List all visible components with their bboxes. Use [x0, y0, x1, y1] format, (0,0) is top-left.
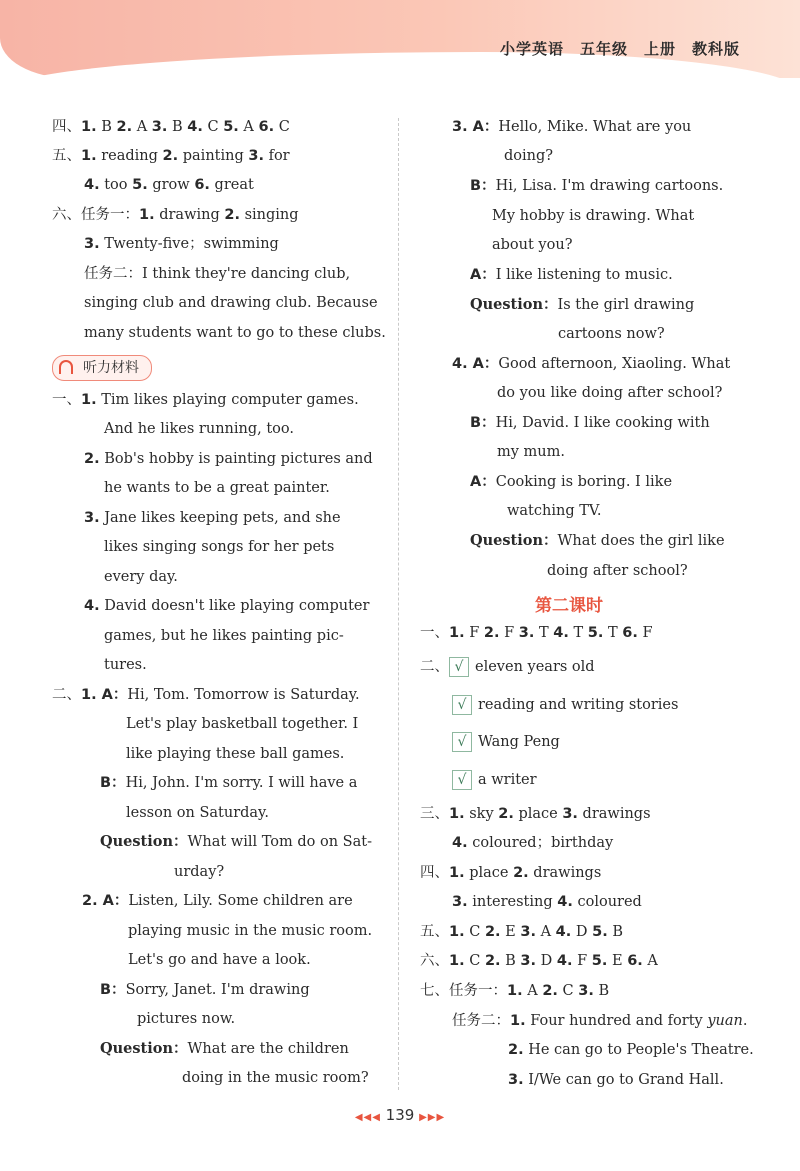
dialogue-line: 4. A：Good afternoon, Xiaoling. What — [452, 356, 731, 372]
check-icon: √ — [452, 732, 472, 752]
dialogue-line: Let's go and have a look. — [128, 952, 311, 968]
question-line: Question：What are the children — [100, 1040, 349, 1057]
answer-line: 六、1. C 2. B 3. D 4. F 5. E 6. A — [420, 953, 658, 969]
dialogue-line: My hobby is drawing. What — [492, 208, 695, 224]
answer-line: 任务二：1. Four hundred and forty yuan. — [452, 1013, 748, 1029]
script-line: games, but he likes painting pic- — [104, 628, 344, 644]
answer-line: 七、任务一：1. A 2. C 3. B — [420, 983, 610, 999]
script-line: he wants to be a great painter. — [104, 480, 330, 496]
header-title: 小学英语 五年级 上册 教科版 — [499, 40, 740, 58]
lesson-title: 第二课时 — [535, 596, 603, 616]
page-number-label: 139 — [385, 1106, 415, 1124]
question-line: cartoons now? — [558, 326, 665, 342]
script-line: 3. Jane likes keeping pets, and she — [84, 510, 341, 526]
answer-line: singing club and drawing club. Because — [84, 295, 378, 311]
check-icon: √ — [449, 657, 469, 677]
answer-line: 3. interesting 4. coloured — [452, 894, 642, 910]
answer-line: √ Wang Peng — [452, 732, 560, 752]
answer-line: 4. coloured；birthday — [452, 835, 614, 851]
script-line: And he likes running, too. — [104, 421, 294, 437]
answer-line: 六、任务一：1. drawing 2. singing — [52, 207, 299, 223]
dialogue-line: A：I like listening to music. — [470, 267, 673, 283]
answer-line: 2. He can go to People's Theatre. — [508, 1042, 754, 1058]
dialogue-line: lesson on Saturday. — [126, 805, 269, 821]
headphone-icon — [59, 360, 73, 374]
check-icon: √ — [452, 770, 472, 790]
question-line: urday? — [174, 864, 225, 880]
badge-label: 听力材料 — [83, 360, 139, 376]
answer-line: 任务二：I think they're dancing club, — [84, 266, 351, 282]
check-icon: √ — [452, 695, 472, 715]
listening-material-badge — [52, 355, 152, 381]
answer-line: 3. I/We can go to Grand Hall. — [508, 1072, 724, 1088]
answer-line: 四、1. place 2. drawings — [420, 865, 602, 881]
answer-line: 三、1. sky 2. place 3. drawings — [420, 806, 651, 822]
answer-line: 一、1. F 2. F 3. T 4. T 5. T 6. F — [420, 625, 653, 641]
answer-line: 4. too 5. grow 6. great — [84, 177, 254, 193]
answer-line: 四、1. B 2. A 3. B 4. C 5. A 6. C — [52, 119, 290, 135]
dialogue-line: pictures now. — [137, 1011, 236, 1027]
dialogue-line: about you? — [492, 237, 573, 253]
dialogue-line: playing music in the music room. — [128, 923, 373, 939]
dialogue-line: B：Sorry, Janet. I'm drawing — [100, 982, 310, 998]
question-line: Question：What does the girl like — [470, 532, 725, 549]
dialogue-line: B：Hi, Lisa. I'm drawing cartoons. — [470, 178, 724, 194]
answer-line: √ a writer — [452, 770, 537, 790]
right-arrows-icon: ▶▶▶ — [419, 1112, 446, 1123]
dialogue-line: my mum. — [497, 444, 565, 460]
question-line: doing after school? — [547, 563, 688, 579]
answer-line: 二、 √ eleven years old — [420, 659, 595, 675]
answer-line: many students want to go to these clubs. — [84, 325, 386, 341]
script-line: 2. Bob's hobby is painting pictures and — [84, 451, 373, 467]
script-line: 一、1. Tim likes playing computer games. — [52, 392, 359, 408]
column-divider — [398, 118, 399, 1090]
script-line: every day. — [104, 569, 178, 585]
dialogue-line: like playing these ball games. — [126, 746, 345, 762]
dialogue-line: do you like doing after school? — [497, 385, 723, 401]
dialogue-line: 3. A：Hello, Mike. What are you — [452, 119, 692, 135]
dialogue-line: 二、1. A：Hi, Tom. Tomorrow is Saturday. — [52, 687, 360, 703]
dialogue-line: 2. A：Listen, Lily. Some children are — [82, 893, 353, 909]
page-number — [0, 1106, 800, 1124]
answer-line: 五、1. reading 2. painting 3. for — [52, 148, 290, 164]
question-line: doing in the music room? — [182, 1070, 369, 1086]
dialogue-line: watching TV. — [507, 503, 602, 519]
answer-line: √ reading and writing stories — [452, 695, 678, 715]
dialogue-line: B：Hi, David. I like cooking with — [470, 415, 710, 431]
answer-line: 五、1. C 2. E 3. A 4. D 5. B — [420, 924, 623, 940]
dialogue-line: doing? — [504, 148, 554, 164]
question-line: Question：What will Tom do on Sat- — [100, 833, 372, 850]
left-arrows-icon: ◀◀◀ — [354, 1112, 381, 1123]
question-line: Question：Is the girl drawing — [470, 296, 695, 313]
answer-line: 3. Twenty-five；swimming — [84, 236, 279, 252]
dialogue-line: Let's play basketball together. I — [126, 716, 359, 732]
script-line: tures. — [104, 657, 147, 673]
script-line: likes singing songs for her pets — [104, 539, 335, 555]
dialogue-line: A：Cooking is boring. I like — [470, 474, 673, 490]
dialogue-line: B：Hi, John. I'm sorry. I will have a — [100, 775, 358, 791]
script-line: 4. David doesn't like playing computer — [84, 598, 370, 614]
